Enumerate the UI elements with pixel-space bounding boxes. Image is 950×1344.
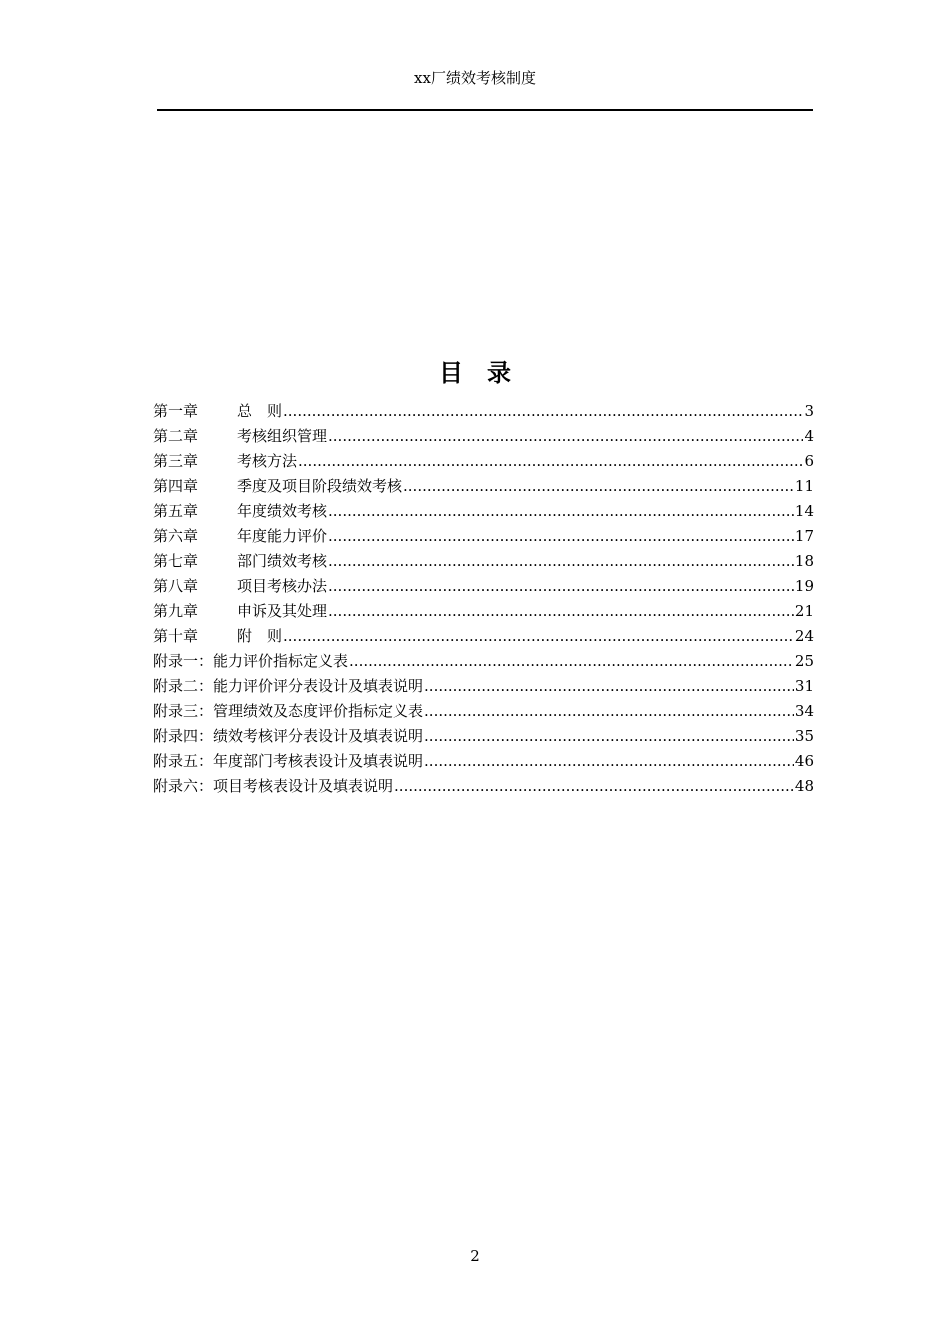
toc-entry-label: 第八章 [153,577,199,595]
toc-dot-leader [328,574,794,599]
toc-entry-label: 附录三： [153,702,214,720]
toc-entry-chapter-5[interactable] [153,499,814,524]
toc-entry-label: 第五章 [153,502,199,520]
toc-dot-leader [328,549,794,574]
toc-dot-leader [328,524,794,549]
toc-entry-text: 年度部门考核表设计及填表说明 [213,752,424,770]
toc-entry-label: 附录四： [153,727,214,745]
toc-entry-label: 第九章 [153,602,199,620]
toc-entry-text: 绩效考核评分表设计及填表说明 [213,727,424,745]
toc-entry-text: 管理绩效及态度评价指标定义表 [213,702,424,720]
toc-entry-text: 考核方法 [237,452,298,470]
toc-entry-page: 3 [804,402,814,420]
toc-entry-label: 第一章 [153,402,199,420]
toc-entry-text: 部门绩效考核 [237,552,328,570]
toc-dot-leader [328,599,794,624]
toc-dot-leader [349,649,794,674]
toc-dot-leader [424,724,794,749]
toc-dot-leader [298,449,803,474]
toc-entry-chapter-2[interactable] [153,424,814,449]
toc-entry-text: 季度及项目阶段绩效考核 [237,477,403,495]
toc-entry-chapter-6[interactable] [153,524,814,549]
toc-entry-text: 项目考核办法 [237,577,328,595]
toc-entry-text: 总 则 [237,402,283,420]
toc-entry-text: 能力评价评分表设计及填表说明 [213,677,424,695]
toc-entry-label: 第十章 [153,627,199,645]
toc-entry-chapter-4[interactable] [153,474,814,499]
toc-entry-text: 申诉及其处理 [237,602,328,620]
toc-entry-page: 24 [794,627,814,645]
toc-entry-chapter-10[interactable] [153,624,814,649]
toc-entry-page: 21 [794,602,814,620]
toc-entry-page: 17 [794,527,814,545]
toc-entry-label: 第七章 [153,552,199,570]
toc-dot-leader [283,624,794,649]
toc-entry-page: 11 [794,477,814,495]
toc-entry-label: 第六章 [153,527,199,545]
toc-entry-page: 48 [794,777,814,795]
toc-entry-appendix-3[interactable] [153,699,814,724]
toc-entry-page: 25 [794,652,814,670]
toc-entry-label: 第三章 [153,452,199,470]
toc-entry-chapter-1[interactable] [153,399,814,424]
toc-entry-appendix-1[interactable] [153,649,814,674]
toc-title: 目录 [439,358,535,387]
toc-entry-chapter-7[interactable] [153,549,814,574]
toc-entry-text: 项目考核表设计及填表说明 [213,777,394,795]
toc-entry-page: 6 [804,452,814,470]
table-of-contents [153,399,814,799]
toc-dot-leader [328,424,803,449]
toc-dot-leader [424,749,794,774]
toc-entry-chapter-9[interactable] [153,599,814,624]
toc-dot-leader [394,774,794,799]
toc-entry-text: 年度绩效考核 [237,502,328,520]
toc-entry-label: 附录六： [153,777,214,795]
toc-entry-page: 34 [794,702,814,720]
toc-entry-appendix-2[interactable] [153,674,814,699]
page-header-title: xx厂绩效考核制度 [414,69,536,87]
toc-entry-label: 第四章 [153,477,199,495]
toc-entry-page: 4 [804,427,814,445]
page-number: 2 [470,1247,480,1265]
toc-entry-page: 31 [794,677,814,695]
toc-entry-text: 能力评价指标定义表 [213,652,349,670]
toc-entry-page: 14 [794,502,814,520]
toc-entry-label: 第二章 [153,427,199,445]
toc-dot-leader [424,699,794,724]
toc-entry-text: 附 则 [237,627,283,645]
toc-entry-appendix-4[interactable] [153,724,814,749]
toc-entry-label: 附录一： [153,652,214,670]
toc-dot-leader [403,474,794,499]
toc-entry-appendix-5[interactable] [153,749,814,774]
toc-entry-label: 附录五： [153,752,214,770]
toc-entry-chapter-3[interactable] [153,449,814,474]
toc-entry-appendix-6[interactable] [153,774,814,799]
toc-entry-page: 35 [794,727,814,745]
toc-entry-chapter-8[interactable] [153,574,814,599]
toc-dot-leader [424,674,794,699]
toc-dot-leader [283,399,803,424]
toc-entry-page: 46 [794,752,814,770]
toc-entry-text: 考核组织管理 [237,427,328,445]
toc-entry-text: 年度能力评价 [237,527,328,545]
toc-entry-page: 18 [794,552,814,570]
toc-entry-label: 附录二： [153,677,214,695]
header-divider [157,109,813,111]
toc-dot-leader [328,499,794,524]
toc-entry-page: 19 [794,577,814,595]
